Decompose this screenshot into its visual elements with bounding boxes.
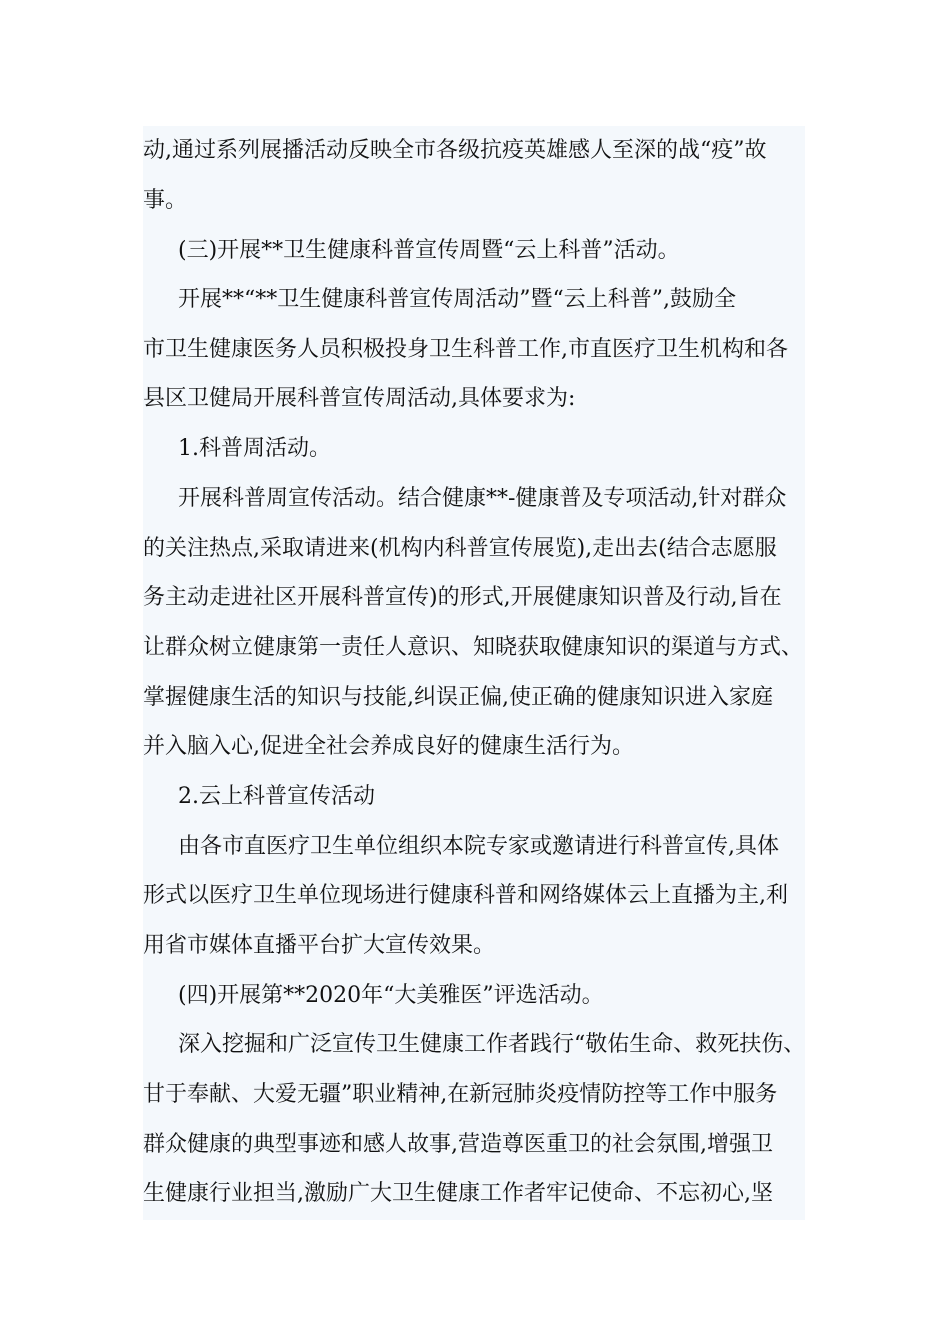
text-line: 由各市直医疗卫生单位组织本院专家或邀请进行科普宣传,具体 — [178, 822, 779, 872]
text-line: 并入脑入心,促进全社会养成良好的健康生活行为。 — [143, 722, 634, 772]
text-line: 动,通过系列展播活动反映全市各级抗疫英雄感人至深的战“疫”故 — [143, 126, 767, 176]
text-line: 生健康行业担当,激励广大卫生健康工作者牢记使命、不忘初心,坚 — [143, 1169, 773, 1219]
text-line: 群众健康的典型事迹和感人故事,营造尊医重卫的社会氛围,增强卫 — [143, 1120, 773, 1170]
text-line: 让群众树立健康第一责任人意识、知晓获取健康知识的渠道与方式、 — [143, 623, 803, 673]
subsection-heading: 2.云上科普宣传活动 — [178, 772, 375, 822]
text-line: 务主动走进社区开展科普宣传)的形式,开展健康知识普及行动,旨在 — [143, 573, 782, 623]
section-heading: (四)开展第**2020年“大美雅医”评选活动。 — [178, 971, 604, 1021]
text-line: 开展**“**卫生健康科普宣传周活动”暨“云上科普”,鼓励全 — [178, 275, 736, 325]
text-line: 深入挖掘和广泛宣传卫生健康工作者践行“敬佑生命、救死扶伤、 — [178, 1020, 805, 1070]
subsection-heading: 1.科普周活动。 — [178, 424, 331, 474]
text-line: 掌握健康生活的知识与技能,纠误正偏,使正确的健康知识进入家庭 — [143, 673, 773, 723]
text-line: 形式以医疗卫生单位现场进行健康科普和网络媒体云上直播为主,利 — [143, 871, 788, 921]
section-heading: (三)开展**卫生健康科普宣传周暨“云上科普”活动。 — [178, 226, 680, 276]
text-line: 用省市媒体直播平台扩大宣传效果。 — [143, 921, 495, 971]
text-line: 的关注热点,采取请进来(机构内科普宣传展览),走出去(结合志愿服 — [143, 524, 777, 574]
text-line: 县区卫健局开展科普宣传周活动,具体要求为: — [143, 374, 575, 424]
text-line: 开展科普周宣传活动。结合健康**-健康普及专项活动,针对群众 — [178, 474, 786, 524]
text-line: 事。 — [143, 176, 187, 226]
text-line: 甘于奉献、大爱无疆”职业精神,在新冠肺炎疫情防控等工作中服务 — [143, 1070, 777, 1120]
text-line: 市卫生健康医务人员积极投身卫生科普工作,市直医疗卫生机构和各 — [143, 325, 788, 375]
